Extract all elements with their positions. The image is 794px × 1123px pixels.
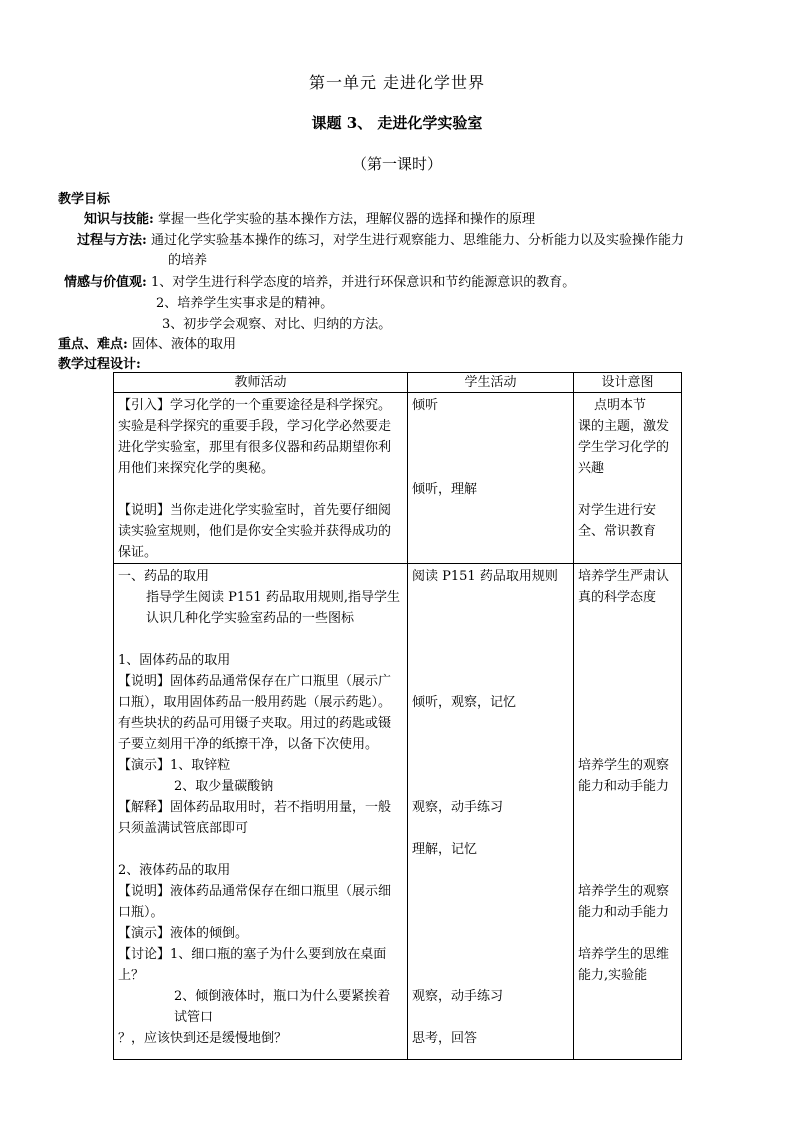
process-label: 过程与方法: bbox=[77, 233, 147, 248]
intro-text: 【引入】学习化学的一个重要途径是科学探究。实验是科学探究的重要手段，学习化学必然要走进化学实验室，那里有很多仪器和药品期望你利用他们来探究化学的奥秘。 bbox=[118, 398, 392, 476]
discuss-1: 【讨论】1、细口瓶的塞子为什么要到放在桌面上？ bbox=[118, 947, 387, 983]
emotion-row bbox=[64, 271, 575, 290]
teacher-cell-intro bbox=[114, 393, 408, 564]
student-listen: 倾听 bbox=[412, 398, 439, 413]
discuss-3: ？，应该快到还是缓慢地倒？ bbox=[118, 1031, 288, 1046]
objectives-heading: 教学目标 bbox=[58, 192, 111, 207]
table-header-row bbox=[114, 373, 682, 393]
unit-title: 第一单元 走进化学世界 bbox=[308, 73, 486, 92]
intent-thinking: 培养学生的思维能力,实验能 bbox=[578, 947, 670, 983]
process-text: 通过化学实验基本操作的练习，对学生进行观察能力、思维能力、分析能力以及实验操作能力 bbox=[150, 233, 684, 248]
rules-text: 【说明】当你走进化学实验室时，首先要仔细阅读实验室规则，他们是你安全实验并获得成功的保证。 bbox=[118, 503, 392, 560]
solid-title: 1、固体药品的取用 bbox=[118, 653, 231, 668]
intent-attitude: 培养学生严肃认真的科学态度 bbox=[578, 569, 670, 605]
solid-note: 【说明】固体药品通常保存在广口瓶里（展示广口瓶），取用固体药品一般用药匙（展示药匙）。有些块状的药品可用镊子夹取。用过的药匙或镊子要立刻用干净的纸擦干净，以备下次使用。 bbox=[118, 674, 392, 752]
student-answer: 思考，回答 bbox=[412, 1031, 478, 1046]
key-points-text: 固体、液体的取用 bbox=[131, 337, 236, 352]
table-row bbox=[114, 393, 682, 564]
intent-cell-reagents bbox=[574, 564, 682, 1060]
knowledge-label: 知识与技能: bbox=[84, 212, 154, 227]
guide-text: 指导学生阅读 P151 药品取用规则,指导学生认识几种化学实验室药品的一些图标 bbox=[146, 590, 400, 626]
process-text-cont: 的培养 bbox=[168, 253, 208, 268]
liquid-title: 2、液体药品的取用 bbox=[118, 863, 231, 878]
explain-text: 【解释】固体药品取用时，若不指明用量，一般只须盖满试管底部即可 bbox=[118, 800, 392, 836]
emotion-label: 情感与价值观: bbox=[64, 275, 147, 290]
intent-topic-1: 点明本节 bbox=[594, 398, 647, 413]
student-read: 阅读 P151 药品取用规则 bbox=[412, 569, 558, 584]
process-heading: 教学过程设计: bbox=[58, 357, 141, 372]
header-student: 学生活动 bbox=[408, 373, 574, 393]
student-cell-intro bbox=[408, 393, 574, 564]
discuss-2: 2、倾倒液体时，瓶口为什么要紧挨着试管口 bbox=[174, 989, 391, 1025]
demo-1: 【演示】1、取锌粒 bbox=[118, 758, 231, 773]
demo-2: 2、取少量碳酸钠 bbox=[174, 779, 274, 794]
student-practice: 观察，动手练习 bbox=[412, 800, 504, 815]
knowledge-row bbox=[84, 208, 535, 227]
emotion-item-1: 1、对学生进行科学态度的培养，并进行环保意识和节约能源意识的教育。 bbox=[150, 275, 576, 290]
emotion-item-3: 3、初步学会观察、对比、归纳的方法。 bbox=[162, 317, 392, 332]
student-cell-reagents bbox=[408, 564, 574, 1060]
intent-topic-2: 课的主题，激发学生学习化学的兴趣 bbox=[578, 419, 670, 476]
lesson-title: 课题 3、 走进化学实验室 bbox=[311, 114, 483, 132]
intent-ability-1: 培养学生的观察能力和动手能力 bbox=[578, 758, 670, 794]
student-practice-2: 观察，动手练习 bbox=[412, 989, 504, 1004]
student-understand: 理解，记忆 bbox=[412, 842, 478, 857]
section-title: 一、药品的取用 bbox=[118, 569, 210, 584]
intent-cell-intro bbox=[574, 393, 682, 564]
header-intent: 设计意图 bbox=[574, 373, 682, 393]
knowledge-text: 掌握一些化学实验的基本操作方法，理解仪器的选择和操作的原理 bbox=[157, 212, 535, 227]
liquid-demo: 【演示】液体的倾倒。 bbox=[118, 926, 249, 941]
session-label: （第一课时） bbox=[351, 155, 442, 173]
key-points-row bbox=[58, 333, 236, 352]
liquid-note: 【说明】液体药品通常保存在细口瓶里（展示细口瓶）。 bbox=[118, 884, 392, 920]
student-listen-observe: 倾听，观察，记忆 bbox=[412, 695, 517, 710]
teacher-cell-reagents bbox=[114, 564, 408, 1060]
table-row bbox=[114, 564, 682, 1060]
student-listen-understand: 倾听，理解 bbox=[412, 482, 478, 497]
emotion-item-2: 2、培养学生实事求是的精神。 bbox=[156, 296, 334, 311]
key-points-label: 重点、难点: bbox=[58, 337, 128, 352]
lesson-plan-table bbox=[113, 372, 682, 1060]
header-teacher: 教师活动 bbox=[114, 373, 408, 393]
intent-safety: 对学生进行安全、常识教育 bbox=[578, 503, 657, 539]
process-row bbox=[77, 229, 684, 248]
intent-ability-2: 培养学生的观察能力和动手能力 bbox=[578, 884, 670, 920]
